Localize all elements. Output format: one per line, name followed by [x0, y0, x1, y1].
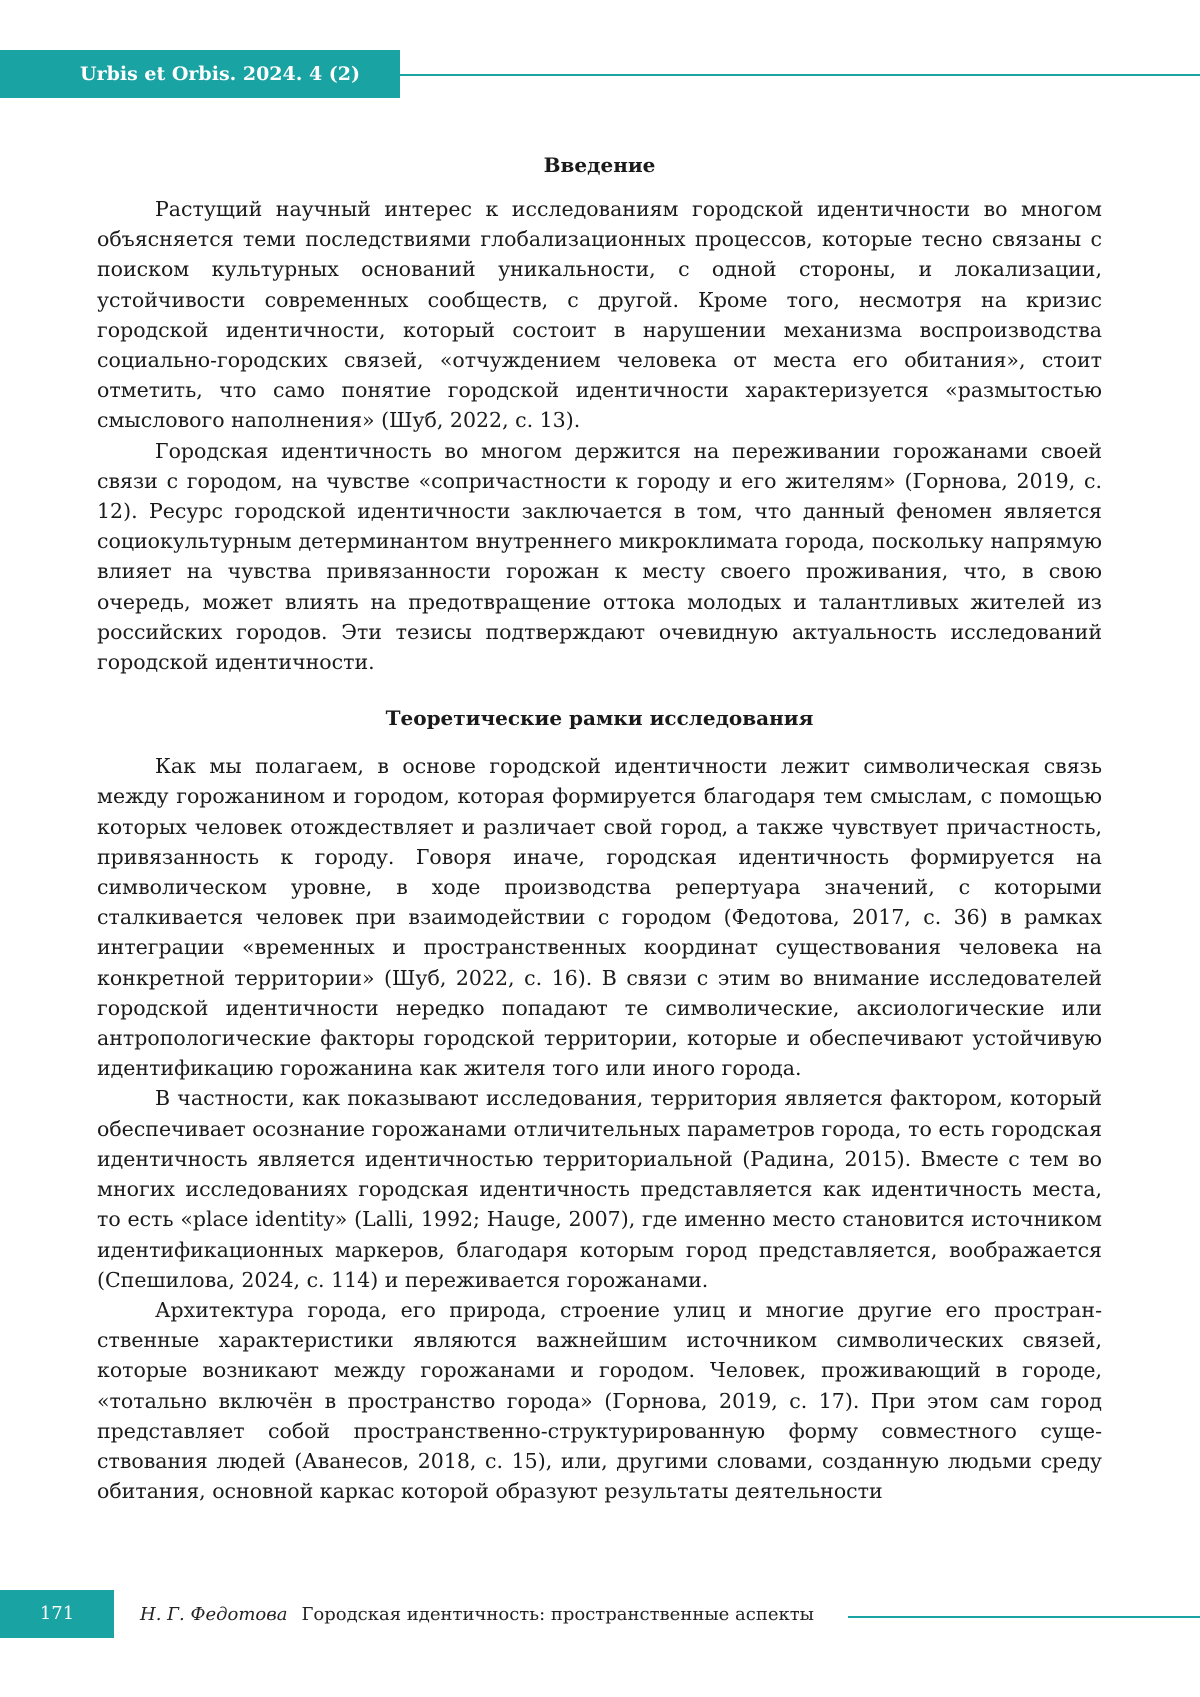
journal-header — [0, 50, 400, 98]
page-number-label: 171 — [39, 1603, 75, 1624]
section-title-introduction: Введение — [543, 153, 656, 177]
footer-rule — [848, 1616, 1200, 1618]
paragraph: В частности, как показывают исследования, территория является фактором, который обеспечивает осознание горожанами отличительных параметров города, то есть городская идентичность является идентичностью территориальной (Радина, 2015). Вместе с тем во многих исследованиях городская идентичность представляется как идентичность места, то есть «place identity» (Lalli, 1992; Hauge, 2007), где именно место становится источником идентификационных маркеров, благодаря которым город представляется, воображается (Спешилова, 2024, с. 114) и переживается горожанами. — [97, 1086, 1102, 1292]
paragraph: Городская идентичность во многом держится на переживании горожанами своей связи с городом, на чувстве «сопричастности к городу и его жителям» (Горнова, 2019, с. 12). Ресурс городской идентичности заключается в том, что данный феномен является социокультурным детерминантом внутреннего микроклимата города, поскольку напрямую влияет на чувства привязанности горожан к месту своего проживания, что, в свою очередь, может влиять на предотвращение оттока молодых и талантливых жителей из российских городов. Эти тезисы подтверждают очевидную актуальность исследований городской идентичности. — [97, 438, 1102, 675]
journal-title: Urbis et Orbis. 2024. 4 (2) — [80, 63, 361, 85]
footer-article-title: Городская идентичность: пространственные аспекты — [301, 1604, 815, 1625]
paragraph: Как мы полагаем, в основе городской идентичности лежит символическая связь между горожанином и городом, которая формируется благодаря тем смыслам, с помощью которых человек отождествляет и различает свой город, а также чувствует причастность, привязанность к городу. Говоря иначе, городская идентичность формируется на символическом уровне, в ходе производства репертуара значений, с которыми сталкивается человек при взаимодействии с городом (Федотова, 2017, с. 36) в рамках интеграции «временных и пространственных координат существования человека на конкретной территории» (Шуб, 2022, с. 16). В связи с этим во внимание исследователей городской идентичности нередко попадают те символические, аксиологические или антропологические факторы городской территории, которые и обеспечивают устойчивую идентификацию горожанина как жителя того или иного города. — [97, 754, 1102, 1081]
running-footer — [140, 1603, 814, 1627]
page-number — [0, 1590, 114, 1638]
section-title-theoretical-framework: Теоретические рамки исследования — [385, 706, 814, 731]
article-body — [97, 150, 1102, 1506]
paragraph: Растущий научный интерес к исследованиям городской идентичности во многом объясняется теми последствиями глобализационных процессов, которые тесно связаны с поиском культурных оснований уникальности, с одной стороны, и локализации, устойчивости современных сообществ, с другой. Кроме того, несмотря на кризис городской идентичности, который состоит в нарушении механизма воспроизводства социально-городских связей, «отчуждением человека от места его обитания», стоит отметить, что само понятие городской идентичности характеризуется «размытостью смыслового наполнения» (Шуб, 2022, с. 13). — [97, 197, 1102, 433]
footer-author: Н. Г. Федотова — [140, 1604, 288, 1625]
paragraph: Архитектура города, его природа, строение улиц и многие другие его пространственные характеристики являются важнейшим источником символических связей, которые возникают между горожанами и городом. Человек, проживающий в городе, «тотально включён в пространство города» (Горнова, 2019, с. 17). При этом сам город представляет собой пространственно-структурированную форму совместного существования людей (Аванесов, 2018, с. 15), или, другими словами, созданную людьми среду обитания, основной каркас которой образуют результаты деятельности — [97, 1297, 1102, 1504]
header-rule — [400, 74, 1200, 76]
